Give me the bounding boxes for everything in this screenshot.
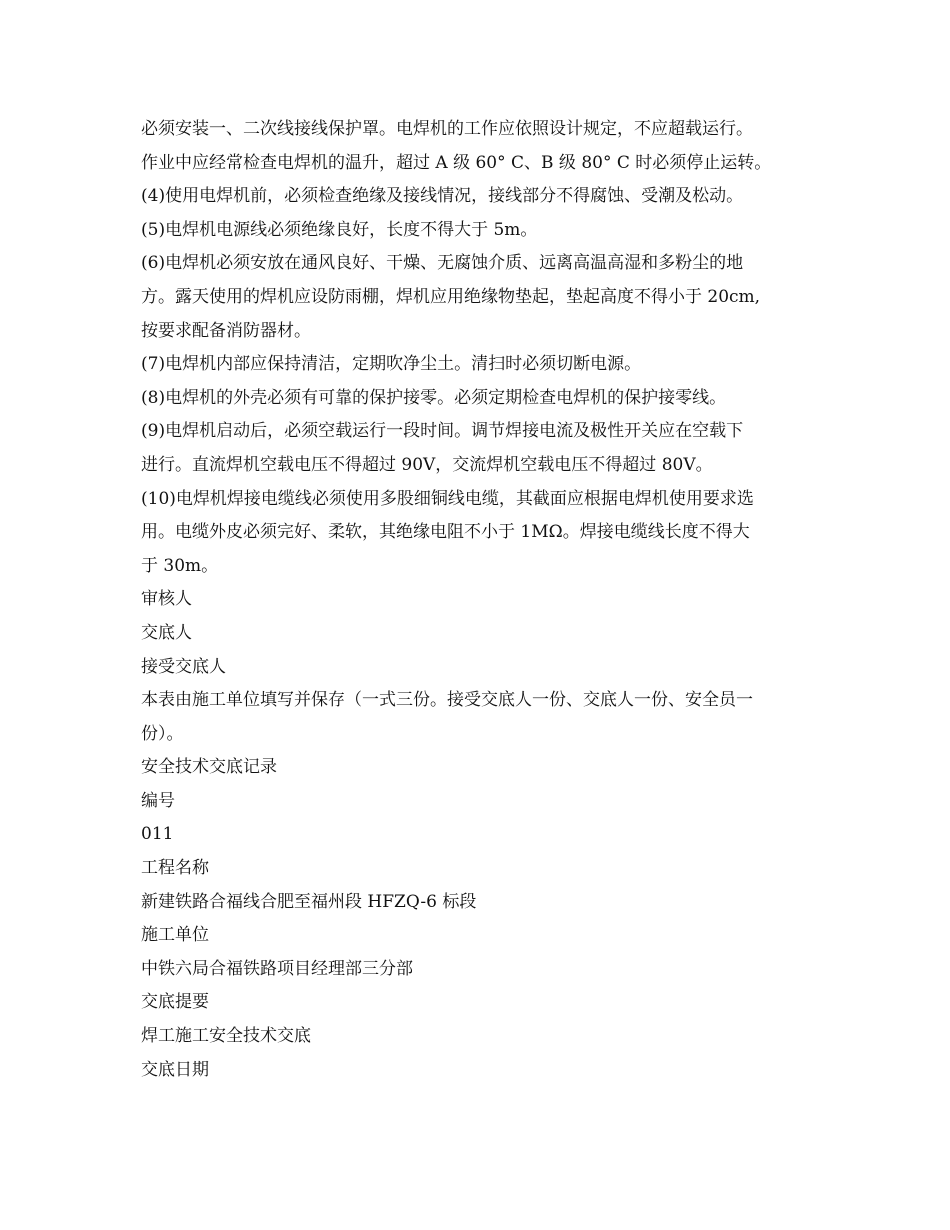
document-body bbox=[141, 113, 821, 1087]
text-line: (4)使用电焊机前，必须检查绝缘及接线情况，接线部分不得腐蚀、受潮及松动。 bbox=[141, 186, 744, 207]
number-label: 编号 bbox=[141, 790, 175, 811]
text-line: 作业中应经常检查电焊机的温升，超过 A 级 60° C、B 级 80° C 时必须停止运转。 bbox=[141, 152, 772, 173]
text-line: 进行。直流焊机空载电压不得超过 90V，交流焊机空载电压不得超过 80V。 bbox=[141, 454, 713, 475]
discloser-label: 交底人 bbox=[141, 622, 192, 643]
text-line: (9)电焊机启动后，必须空载运行一段时间。调节焊接电流及极性开关应在空载下 bbox=[141, 421, 744, 442]
form-note-cont: 份）。 bbox=[141, 723, 184, 744]
number-value: 011 bbox=[141, 824, 174, 845]
project-name-label: 工程名称 bbox=[141, 858, 209, 879]
text-line: (6)电焊机必须安放在通风良好、干燥、无腐蚀介质、远离高温高湿和多粉尘的地 bbox=[141, 253, 744, 274]
date-label: 交底日期 bbox=[141, 1059, 209, 1080]
project-name-value: 新建铁路合福线合肥至福州段 HFZQ-6 标段 bbox=[141, 891, 477, 912]
text-line: (5)电焊机电源线必须绝缘良好，长度不得大于 5m。 bbox=[141, 219, 538, 240]
contractor-label: 施工单位 bbox=[141, 925, 209, 946]
text-line: (10)电焊机焊接电缆线必须使用多股细铜线电缆，其截面应根据电焊机使用要求选 bbox=[141, 488, 754, 509]
text-line: (7)电焊机内部应保持清洁，定期吹净尘土。清扫时必须切断电源。 bbox=[141, 354, 642, 375]
record-title: 安全技术交底记录 bbox=[141, 757, 277, 778]
text-line: 于 30m。 bbox=[141, 555, 219, 576]
reviewer-label: 审核人 bbox=[141, 589, 192, 610]
text-line: 方。露天使用的焊机应设防雨棚，焊机应用绝缘物垫起，垫起高度不得小于 20cm, bbox=[141, 286, 761, 307]
contractor-value: 中铁六局合福铁路项目经理部三分部 bbox=[141, 958, 413, 979]
summary-value: 焊工施工安全技术交底 bbox=[141, 1026, 311, 1047]
text-line: 必须安装一、二次线接线保护罩。电焊机的工作应依照设计规定，不应超载运行。 bbox=[141, 119, 753, 139]
summary-label: 交底提要 bbox=[141, 992, 209, 1013]
text-line: (8)电焊机的外壳必须有可靠的保护接零。必须定期检查电焊机的保护接零线。 bbox=[141, 387, 727, 408]
recipient-label: 接受交底人 bbox=[141, 656, 226, 677]
text-line: 按要求配备消防器材。 bbox=[141, 320, 311, 341]
text-line: 用。电缆外皮必须完好、柔软，其绝缘电阻不小于 1MΩ。焊接电缆线长度不得大 bbox=[141, 522, 750, 543]
form-note: 本表由施工单位填写并保存（一式三份。接受交底人一份、交底人一份、安全员一 bbox=[141, 690, 753, 711]
